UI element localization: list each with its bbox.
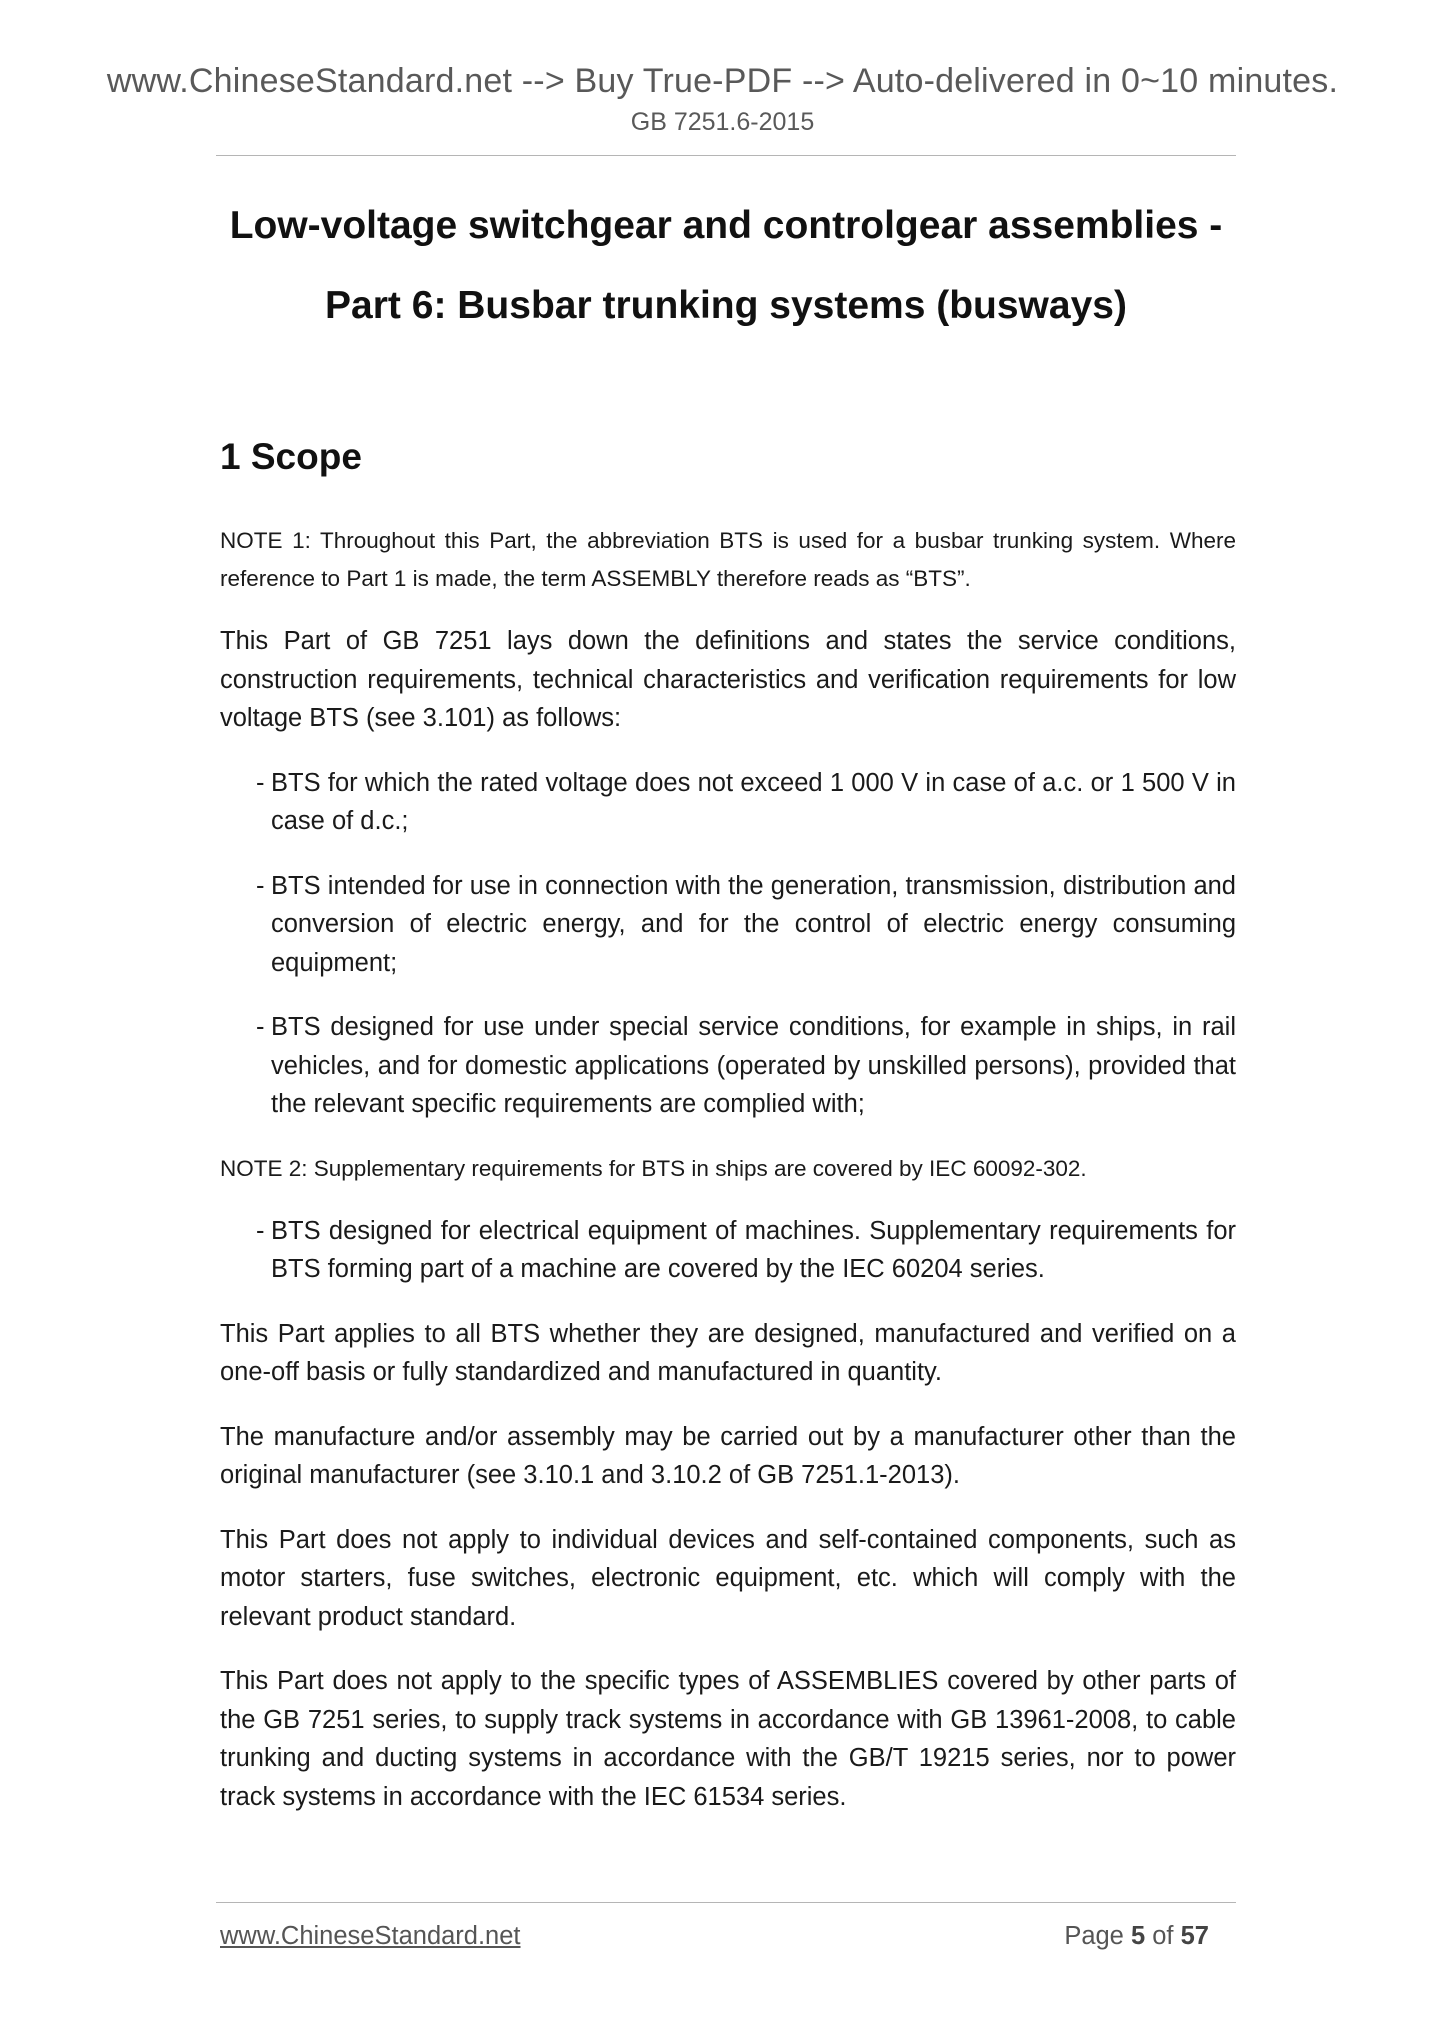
- bullet-dash: -: [256, 1216, 265, 1245]
- footer-website-link[interactable]: www.ChineseStandard.net: [220, 1922, 521, 1950]
- document-title: [216, 186, 1236, 346]
- page-of: of: [1152, 1922, 1174, 1950]
- title-line-2: Part 6: Busbar trunking systems (busways): [325, 284, 1127, 327]
- list-item-text: BTS designed for electrical equipment of machines. Supplementary requirements for BTS forming part of a machine are covered by the IEC 60204 series.: [271, 1216, 1236, 1283]
- bullet-dash: -: [256, 871, 265, 900]
- page-indicator: [1064, 1922, 1209, 1951]
- paragraph: This Part does not apply to the specific types of ASSEMBLIES covered by other parts of the GB 7251 series, to supply track systems in accordance with GB 13961-2008, to cable trunking and ducting systems in accordance with the GB/T 19215 series, nor to power track systems in accordance with the IEC 61534 series.: [220, 1667, 1236, 1811]
- list-item: [256, 764, 1236, 841]
- intro-paragraph: This Part of GB 7251 lays down the definitions and states the service conditions, construction requirements, technical characteristics and verification requirements for low voltage BTS (see 3.101) as follows:: [220, 627, 1236, 732]
- list-item: [256, 867, 1236, 983]
- note-1: NOTE 1: Throughout this Part, the abbreviation BTS is used for a busbar trunking system. Where reference to Part 1 is made, the term ASSEMBLY therefore reads as “BTS”.: [220, 528, 1236, 591]
- standard-code: GB 7251.6-2015: [630, 108, 815, 136]
- paragraph: This Part does not apply to individual devices and self-contained components, such as motor starters, fuse switches, electronic equipment, etc. which will comply with the relevant product standard.: [220, 1525, 1236, 1631]
- list-item-text: BTS designed for use under special service conditions, for example in ships, in rail vehicles, and for domestic applications (operated by unskilled persons), provided that the relevant specific requirements are complied with;: [271, 1013, 1236, 1118]
- section-heading: 1 Scope: [220, 436, 362, 477]
- paragraph: This Part applies to all BTS whether they are designed, manufactured and verified on a one-off basis or fully standardized and manufactured in quantity.: [220, 1319, 1236, 1386]
- paragraph: The manufacture and/or assembly may be carried out by a manufacturer other than the original manufacturer (see 3.10.1 and 3.10.2 of GB 7251.1-2013).: [220, 1422, 1236, 1489]
- bullet-dash: -: [256, 768, 265, 797]
- header-divider: [216, 155, 1236, 156]
- header-banner: www.ChineseStandard.net --> Buy True-PDF --> Auto-delivered in 0~10 minutes.: [106, 62, 1339, 100]
- page-current: 5: [1130, 1922, 1146, 1950]
- list-item: [256, 1212, 1236, 1289]
- page-total: 57: [1180, 1922, 1209, 1950]
- bullet-dash: -: [256, 1013, 265, 1041]
- list-item: [256, 1008, 1236, 1124]
- scope-section: [220, 436, 1236, 1842]
- list-item-text: BTS for which the rated voltage does not exceed 1 000 V in case of a.c. or 1 500 V in case of d.c.;: [271, 768, 1236, 835]
- title-line-1: Low-voltage switchgear and controlgear assemblies -: [229, 204, 1223, 247]
- list-item-text: BTS intended for use in connection with the generation, transmission, distribution and conversion of electric energy, and for the control of electric energy consuming equipment;: [271, 871, 1236, 977]
- footer-divider: [216, 1902, 1236, 1903]
- page-label: Page: [1064, 1922, 1124, 1950]
- note-2: NOTE 2: Supplementary requirements for BTS in ships are covered by IEC 60092-302.: [220, 1155, 1087, 1181]
